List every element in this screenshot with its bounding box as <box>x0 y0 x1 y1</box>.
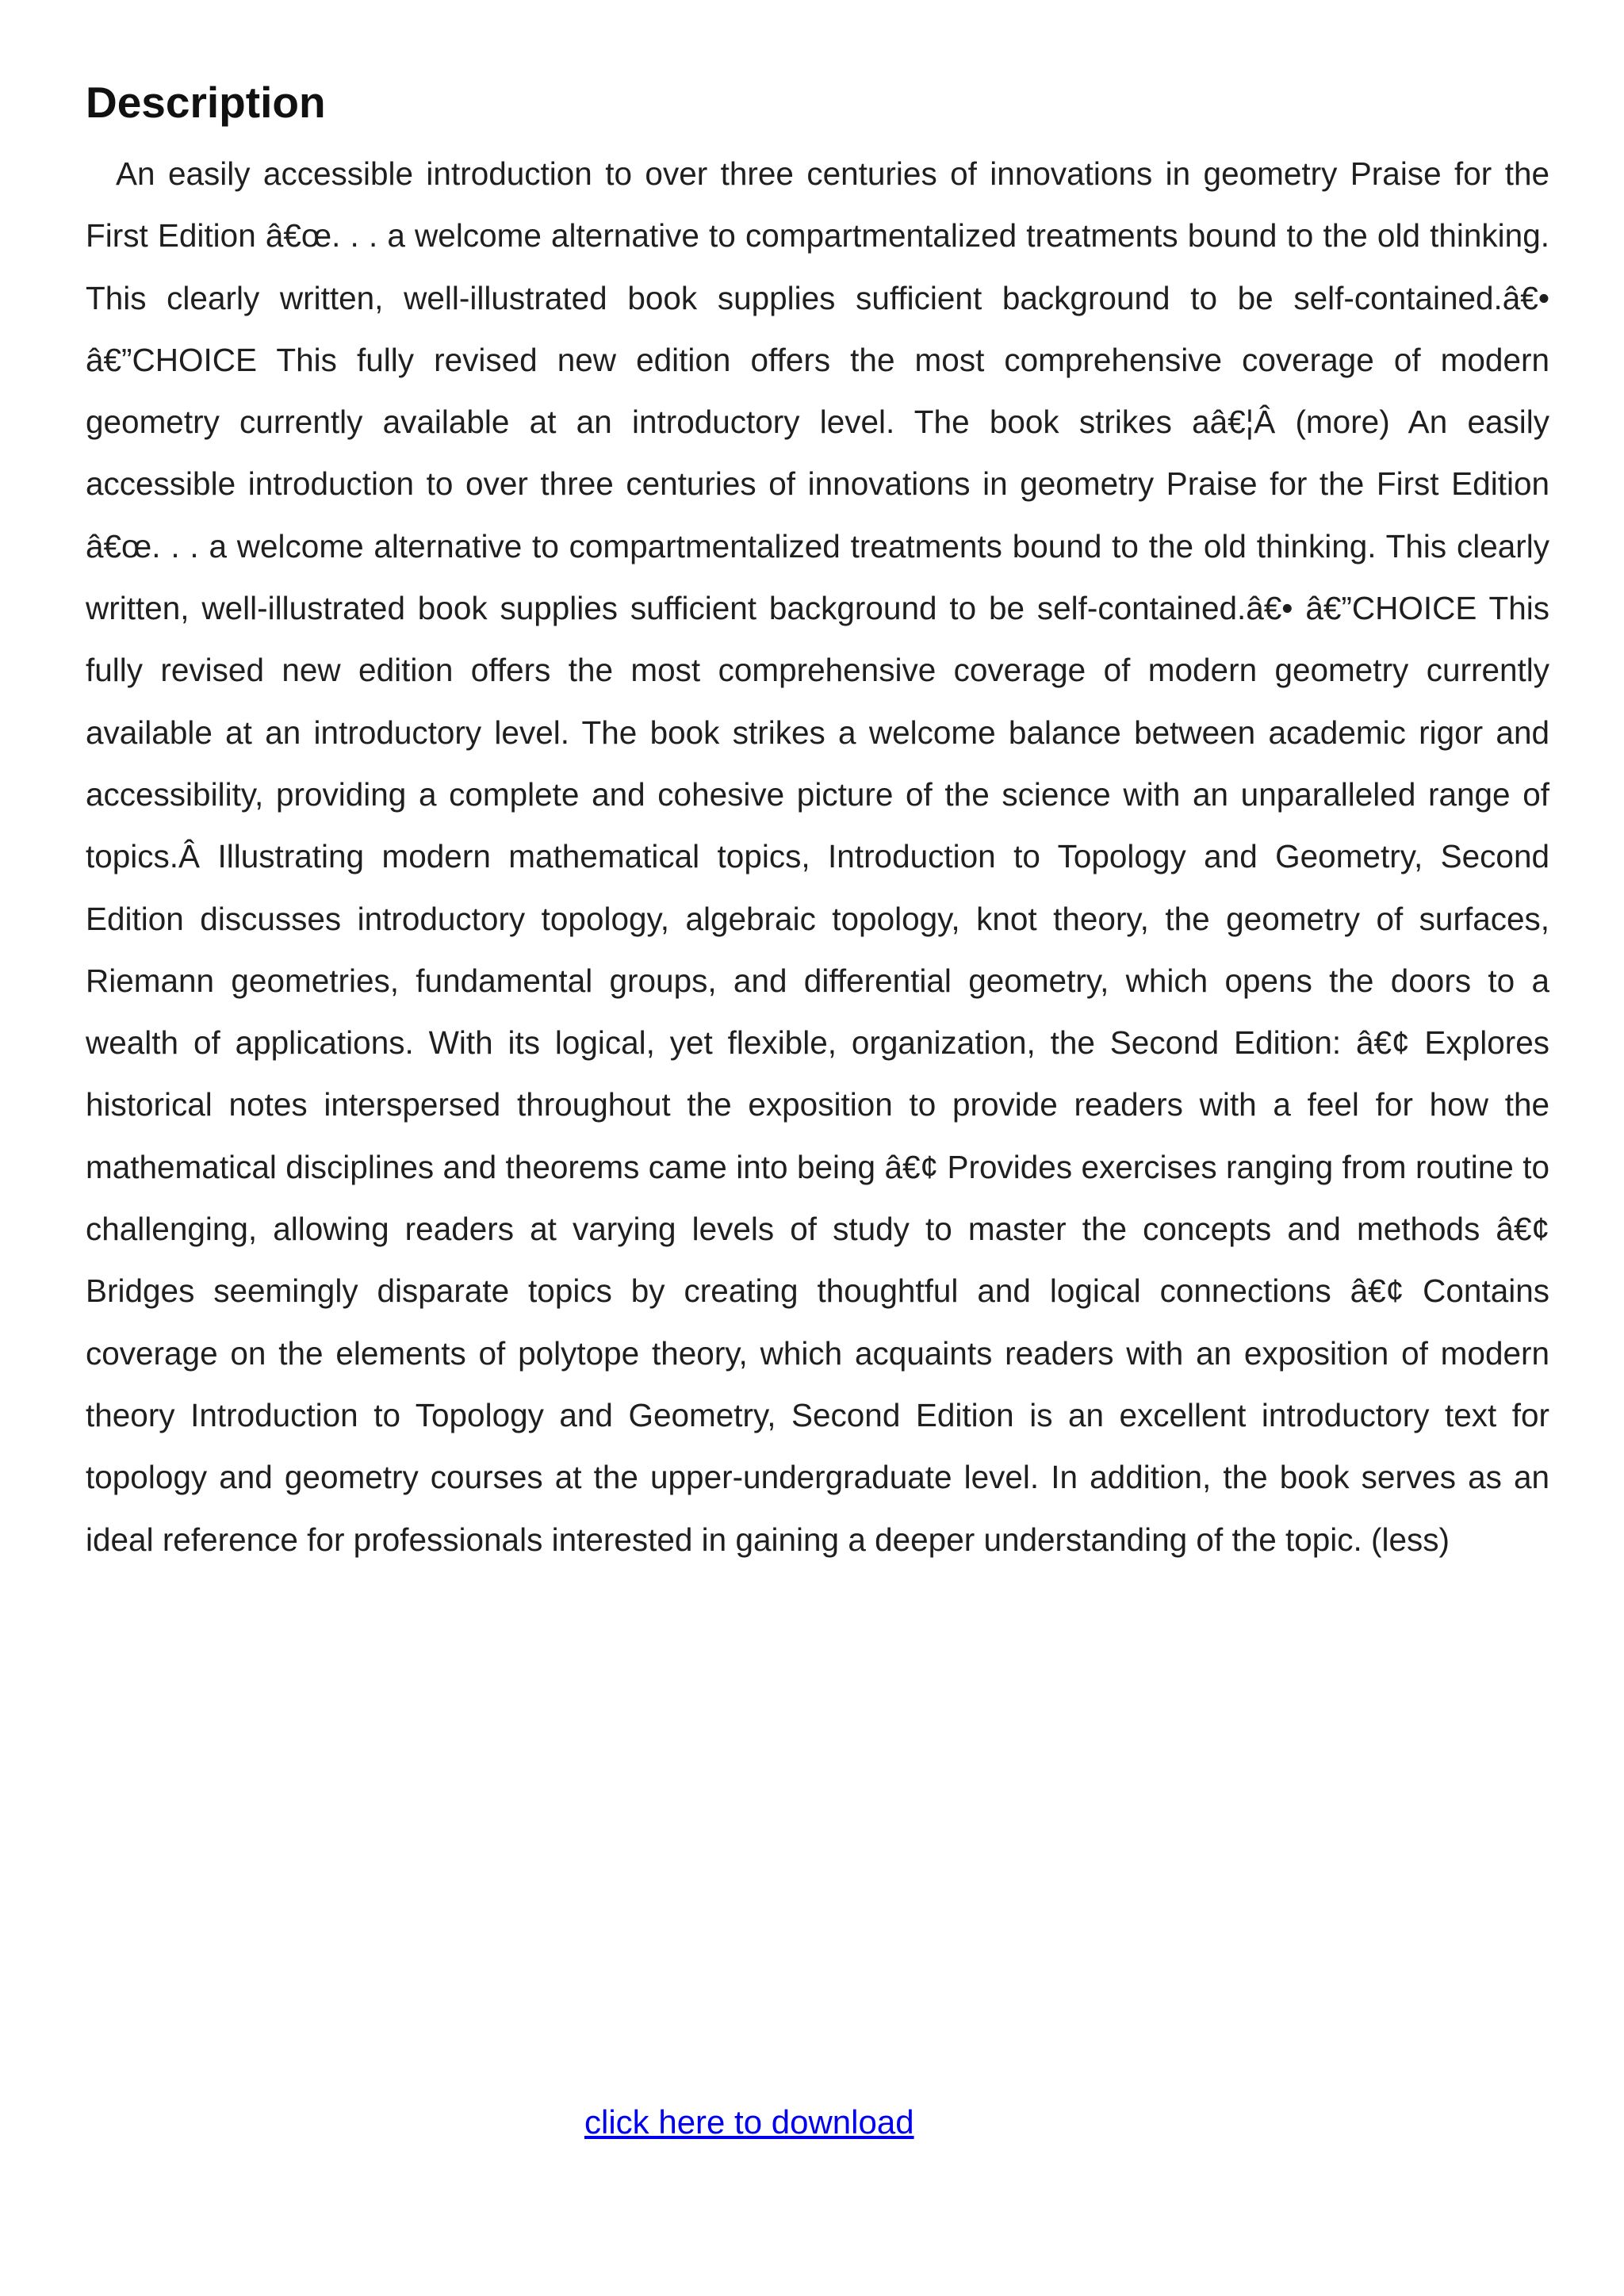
download-link[interactable]: click here to download <box>584 2103 914 2141</box>
description-heading: Description <box>86 78 326 127</box>
description-body: An easily accessible introduction to over three centuries of innovations in geometry Praise for the First Edition â€œ. . . a welcome alternative to compartmentalized treatments bound to the old thinking. This clearly written, well-illustrated book supplies sufficient background to be self-contained.â€• â€”CHOICE This fully revised new edition offers the most comprehensive coverage of modern geometry currently available at an introductory level. The book strikes aâ€¦Â (more) An easily accessible introduction to over three centuries of innovations in geometry Praise for the First Edition â€œ. . . a welcome alternative to compartmentalized treatments bound to the old thinking. This clearly written, well-illustrated book supplies sufficient background to be self-contained.â€• â€”CHOICE This fully revised new edition offers the most comprehensive coverage of modern geometry currently available at an introductory level. The book strikes a welcome balance between academic rigor and accessibility, providing a complete and cohesive picture of the science with an unparalleled range of topics.Â Illustrating modern mathematical topics, Introduction to Topology and Geometry, Second Edition discusses introductory topology, algebraic topology, knot theory, the geometry of surfaces, Riemann geometries, fundamental groups, and differential geometry, which opens the doors to a wealth of applications. With its logical, yet flexible, organization, the Second Edition: â€¢ Explores historical notes interspersed throughout the exposition to provide readers with a feel for how the mathematical disciplines and theorems came into being â€¢ Provides exercises ranging from routine to challenging, allowing readers at varying levels of study to master the concepts and methods â€¢ Bridges seemingly disparate topics by creating thoughtful and logical connections â€¢ Contains coverage on the elements of polytope theory, which acquaints readers with an exposition of modern theory Introduction to Topology and Geometry, Second Edition is an excellent introductory text for topology and geometry courses at the upper-undergraduate level. In addition, the book serves as an ideal reference for professionals interested in gaining a deeper understanding of the topic. (less) <box>86 155 1549 1558</box>
